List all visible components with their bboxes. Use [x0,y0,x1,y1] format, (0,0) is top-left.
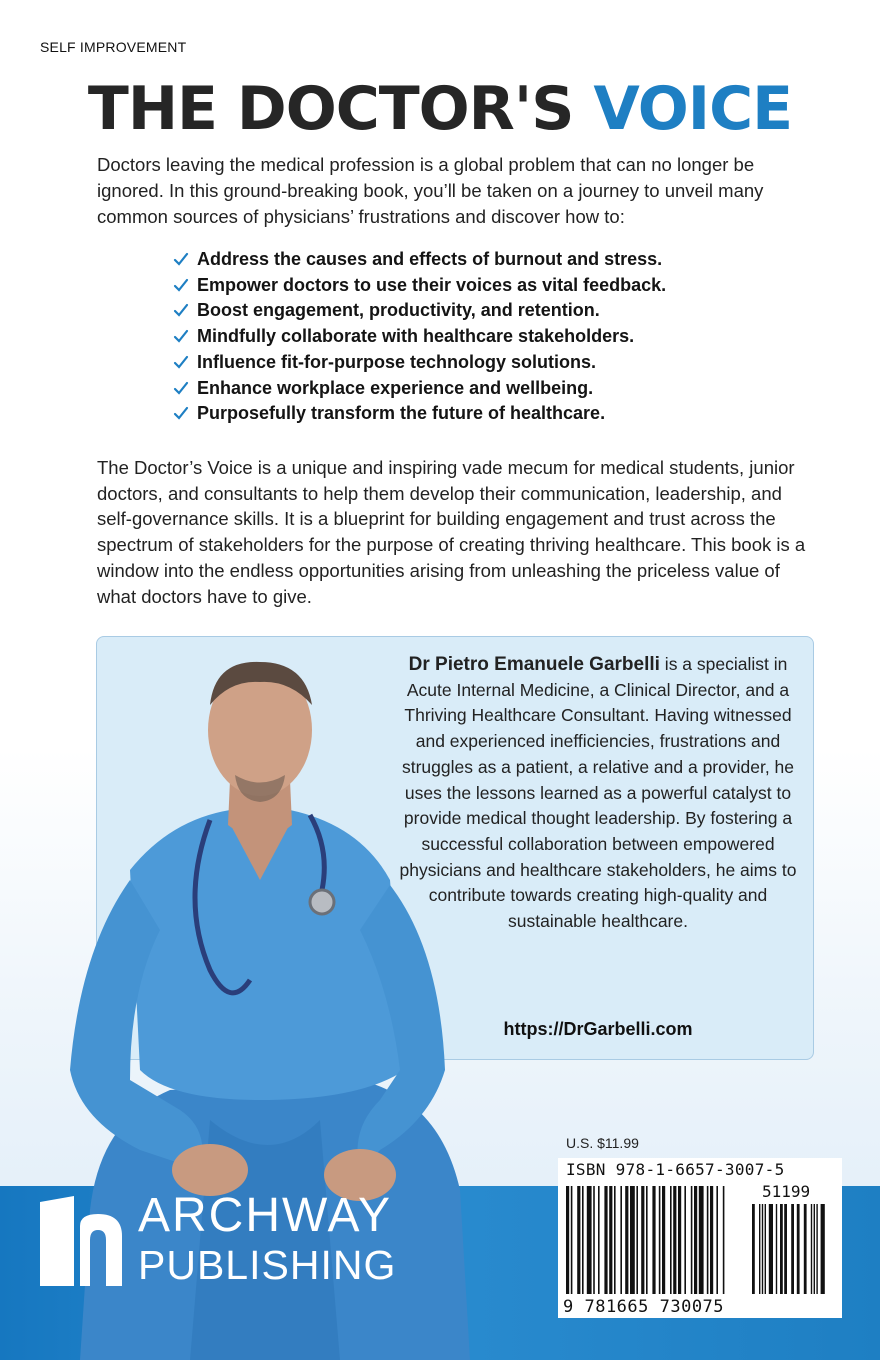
price-label: U.S. $11.99 [566,1135,639,1151]
description-paragraph: The Doctor’s Voice is a unique and inspiring vade mecum for medical students, junior doctors, and consultants to help them develop their communication, leadership, and self-governance skills. It is a blueprint for building engagement and trust across the spectrum of stakeholders for the purpose of creating thriving healthcare. This book is a window into the endless opportunities arising from unleashing the priceless value of what doctors have to give. [97,457,806,607]
publisher-name-line2: PUBLISHING [138,1242,397,1288]
author-website-link[interactable]: https://DrGarbelli.com [503,1019,693,1039]
list-item: Boost engagement, productivity, and retention. [170,298,666,324]
checkmark-icon [172,301,190,319]
category-label: SELF IMPROVEMENT [40,39,187,55]
checkmark-icon [172,404,190,422]
list-item: Mindfully collaborate with healthcare stakeholders. [170,324,666,350]
intro-paragraph: Doctors leaving the medical profession is a global problem that can no longer be ignored. In this ground-breaking book, you’ll be taken on a journey to unveil many common sources of physicians’ frustrations and discover how to: [97,154,764,227]
title-part1: THE DOCTOR'S [87,74,574,144]
list-item: Purposefully transform the future of healthcare. [170,401,666,427]
checkmark-icon [172,250,190,268]
isbn-label: ISBN 978-1-6657-3007-5 [566,1160,785,1179]
ean-digits: 9 781665 730075 [563,1297,725,1317]
list-item: Enhance workplace experience and wellbeing. [170,376,666,402]
title-part2: VOICE [593,74,793,144]
checkmark-icon [172,353,190,371]
list-item: Empower doctors to use their voices as vital feedback. [170,273,666,299]
archway-logo-icon [40,1196,122,1286]
benefit-list [170,247,666,427]
list-item: Address the causes and effects of burnout and stress. [170,247,666,273]
author-bio [398,652,798,935]
author-name: Dr Pietro Emanuele Garbelli [408,654,660,675]
checkmark-icon [172,276,190,294]
checkmark-icon [172,379,190,397]
publisher-name-line1: ARCHWAY [138,1189,392,1242]
price-addon-digits: 51199 [762,1182,811,1201]
barcode [566,1186,838,1298]
list-item: Influence fit-for-purpose technology solutions. [170,350,666,376]
author-bio-text: is a specialist in Acute Internal Medicine, a Clinical Director, and a Thriving Healthcare Consultant. Having witnessed and experienced inefficiencies, frustrations and struggles as a patient, a relative and a provider, he uses the lessons learned as a powerful catalyst to provide medical thought leadership. By fostering a successful collaboration between empowered physicians and healthcare stakeholders, he aims to contribute towards creating high-quality and sustainable healthcare. [399,654,797,932]
book-title [0,72,880,146]
checkmark-icon [172,327,190,345]
